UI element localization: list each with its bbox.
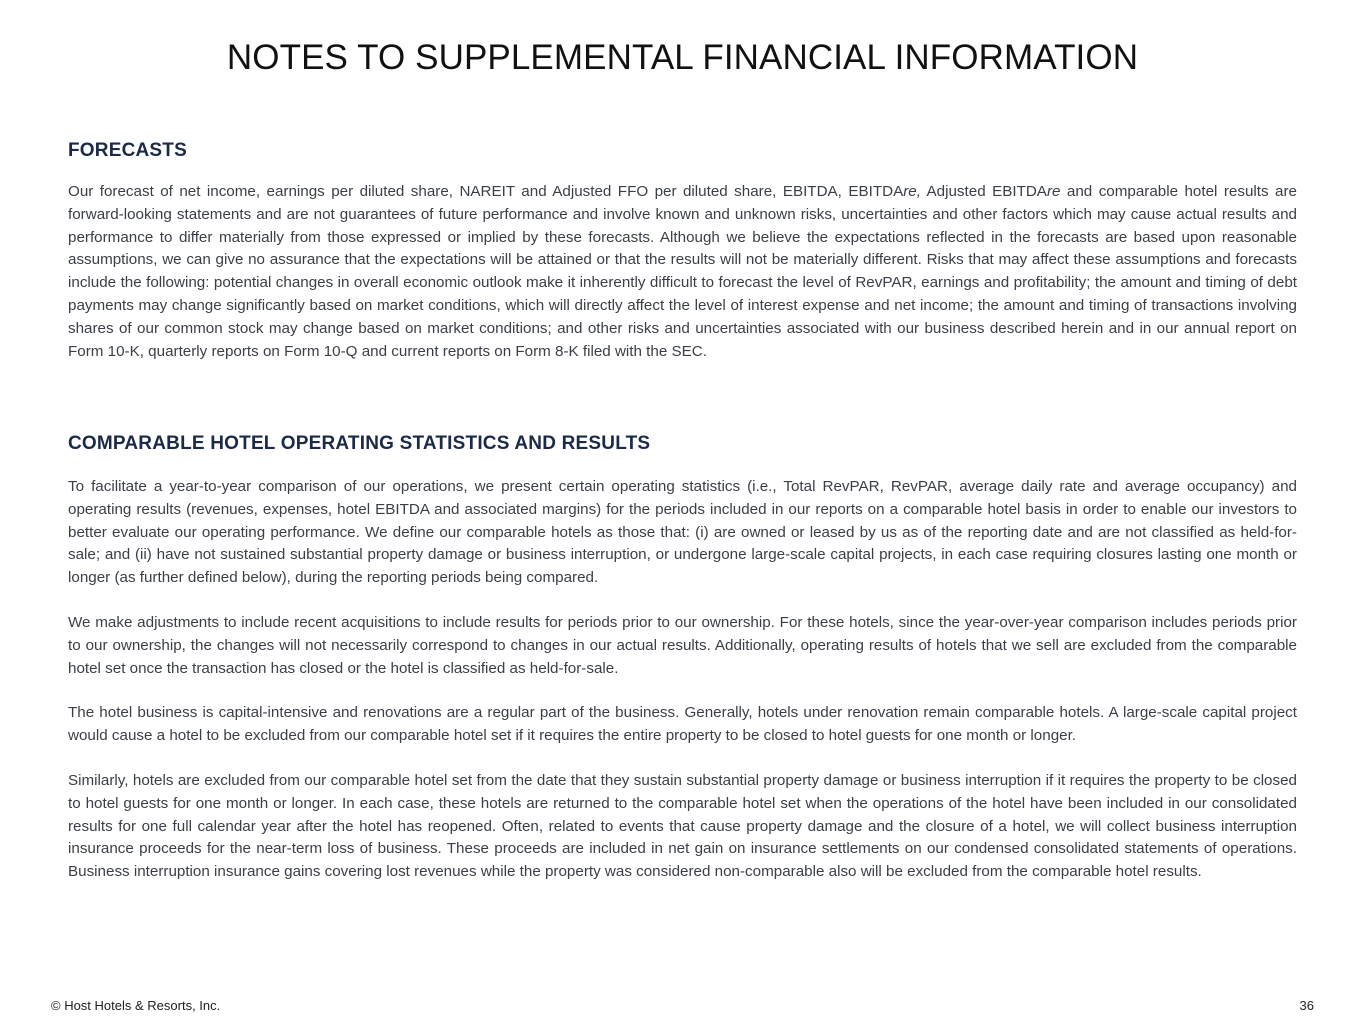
forecasts-text-re2: re xyxy=(1046,183,1061,200)
footer-copyright: © Host Hotels & Resorts, Inc. xyxy=(51,998,221,1013)
comparable-paragraph-2: We make adjustments to include recent acquisitions to include results for periods prior to our ownership. For these hotels, since the year-over-year comparison includes periods prior to our ownership, the changes will not necessarily correspond to changes in our actual results. Additionally, operating results of hotels that we sell are excluded from the comparable hotel set once the transaction has closed or the hotel is classified as held-for-sale. xyxy=(68,613,1297,677)
page-title: NOTES TO SUPPLEMENTAL FINANCIAL INFORMATION xyxy=(226,38,1139,77)
forecasts-text-re1: re, xyxy=(903,183,921,200)
forecasts-text-b: Adjusted EBITDA xyxy=(920,183,1047,200)
forecasts-text-c: and comparable hotel results are forward-looking statements and are not guarantees of future performance and involve known and unknown risks, uncertainties and other factors which may cause actual results and performance to differ materially from those expressed or implied by these forecasts. Although we believe the expectations reflected in the forecasts are based upon reasonable assumptions, we can give no assurance that the expectations will be attained or that the results will not be materially different. Risks that may affect these assumptions and forecasts include the following: potential changes in overall economic outlook make it inherently difficult to forecast the level of RevPAR, earnings and profitability; the amount and timing of debt payments may change significantly based on market conditions, which will directly affect the level of interest expense and net income; the amount and timing of transactions involving shares of our common stock may change based on market conditions; and other risks and uncertainties associated with our business described herein and in our annual report on Form 10-K, quarterly reports on Form 10-Q and current reports on Form 8-K filed with the SEC. xyxy=(68,183,1297,360)
forecasts-heading: FORECASTS xyxy=(68,140,187,161)
forecasts-text-a: Our forecast of net income, earnings per diluted share, NAREIT and Adjusted FFO per diluted share, EBITDA, EBITDA xyxy=(68,183,904,200)
comparable-paragraph-4: Similarly, hotels are excluded from our comparable hotel set from the date that they sustain substantial property damage or business interruption if it requires the property to be closed to hotel guests for one month or longer. In each case, these hotels are returned to the comparable hotel set when the operations of the hotel have been included in our consolidated results for one full calendar year after the hotel has reopened. Often, related to events that cause property damage and the closure of a hotel, we will collect business interruption insurance proceeds for the near-term loss of business. These proceeds are included in net gain on insurance settlements on our condensed consolidated statements of operations. Business interruption insurance gains covering lost revenues while the property was considered non-comparable also will be excluded from the comparable hotel results. xyxy=(68,771,1297,881)
comparable-heading: COMPARABLE HOTEL OPERATING STATISTICS AND RESULTS xyxy=(68,433,651,454)
comparable-paragraph-1: To facilitate a year-to-year comparison of our operations, we present certain operating statistics (i.e., Total RevPAR, RevPAR, average daily rate and average occupancy) and operating results (revenues, expenses, hotel EBITDA and associated margins) for the periods included in our reports on a comparable hotel basis in order to enable our investors to better evaluate our operating performance. We define our comparable hotels as those that: (i) are owned or leased by us as of the reporting date and are not classified as held-for-sale; and (ii) have not sustained substantial property damage or business interruption, or undergone large-scale capital projects, in each case requiring closures lasting one month or longer (as further defined below), during the reporting periods being compared. xyxy=(68,478,1297,587)
forecasts-section xyxy=(68,140,1297,363)
comparable-section xyxy=(68,433,1297,884)
comparable-paragraph-3: The hotel business is capital-intensive and renovations are a regular part of the business. Generally, hotels under renovation remain comparable hotels. A large-scale capital project would cause a hotel to be excluded from our comparable hotel set if it requires the entire property to be closed to hotel guests for one month or longer. xyxy=(68,704,1297,745)
forecasts-paragraph xyxy=(68,181,1297,363)
footer-page-number: 36 xyxy=(1299,998,1314,1013)
